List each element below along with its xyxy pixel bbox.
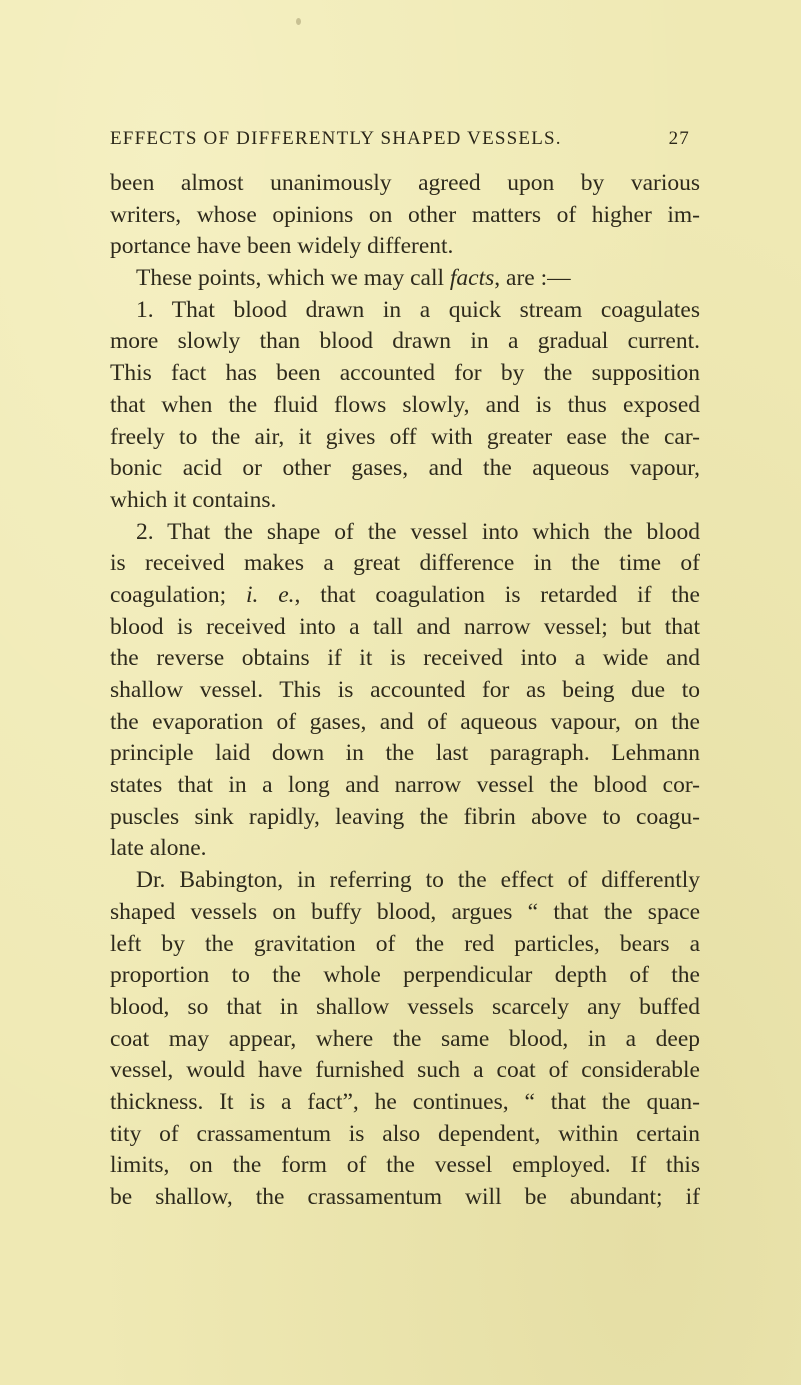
text-line: states that in a long and narrow vessel the blood cor- — [110, 772, 700, 799]
text-line — [110, 263, 700, 295]
text-line — [110, 580, 700, 612]
text-line: shaped vessels on buffy blood, argues “ that the space — [110, 898, 700, 925]
text-line: be shallow, the crassamentum will be abundant; if — [110, 1184, 700, 1210]
page-number: 27 — [668, 128, 690, 149]
running-head-title: EFFECTS OF DIFFERENTLY SHAPED VESSELS. — [110, 128, 562, 149]
text-line: tity of crassamentum is also dependent, within certain — [110, 1120, 700, 1147]
italic-abbrev: i. e. — [246, 581, 295, 608]
text-line: late alone. — [110, 835, 207, 862]
text-line: Dr. Babington, in referring to the effect of differently — [136, 867, 700, 894]
text-line: shallow vessel. This is accounted for as being due to — [110, 677, 700, 703]
text-run: , that coagulation is retarded if the — [294, 581, 700, 608]
text-line: blood, so that in shallow vessels scarcely any buffed — [110, 993, 700, 1020]
body-text — [110, 168, 700, 1214]
text-line: This fact has been accounted for by the supposition — [110, 360, 700, 387]
running-head — [110, 128, 690, 154]
text-line: thickness. It is a fact”, he continues, “ that the quan- — [110, 1088, 700, 1115]
text-run: , are :— — [494, 265, 571, 292]
text-line: vessel, would have furnished such a coat of considerable — [110, 1057, 700, 1084]
text-line: that when the fluid flows slowly, and is thus exposed — [110, 391, 700, 418]
text-line: left by the gravitation of the red particles, bears a — [110, 930, 700, 957]
text-line: 2. That the shape of the vessel into which the blood — [136, 518, 700, 545]
italic-word: facts — [449, 265, 495, 292]
text-line: the evaporation of gases, and of aqueous vapour, on the — [110, 708, 700, 735]
text-line: blood is received into a tall and narrow vessel; but that — [110, 613, 700, 640]
text-run: coagulation; — [110, 581, 246, 608]
text-line: limits, on the form of the vessel employed. If this — [110, 1152, 700, 1179]
text-line: bonic acid or other gases, and the aqueous vapour, — [110, 455, 700, 482]
text-line: which it contains. — [110, 486, 277, 513]
text-line: puscles sink rapidly, leaving the fibrin above to coagu- — [110, 803, 700, 830]
text-line: coat may appear, where the same blood, in a deep — [110, 1025, 700, 1052]
text-line: been almost unanimously agreed upon by various — [110, 170, 700, 196]
text-line: 1. That blood drawn in a quick stream coagulates — [136, 296, 700, 323]
text-line: the reverse obtains if it is received into a wide and — [110, 645, 700, 672]
text-line: writers, whose opinions on other matters of higher im- — [110, 201, 700, 228]
text-line: freely to the air, it gives off with greater ease the car- — [110, 423, 700, 450]
paper-speck — [296, 18, 301, 25]
text-line: more slowly than blood drawn in a gradual current. — [110, 328, 700, 355]
text-run: These points, which we may call — [136, 265, 450, 292]
text-line: is received makes a great difference in the time of — [110, 550, 700, 577]
text-line: proportion to the whole perpendicular depth of the — [110, 962, 700, 989]
text-line: principle laid down in the last paragraph. Lehmann — [110, 740, 700, 767]
text-line: portance have been widely different. — [110, 233, 454, 260]
